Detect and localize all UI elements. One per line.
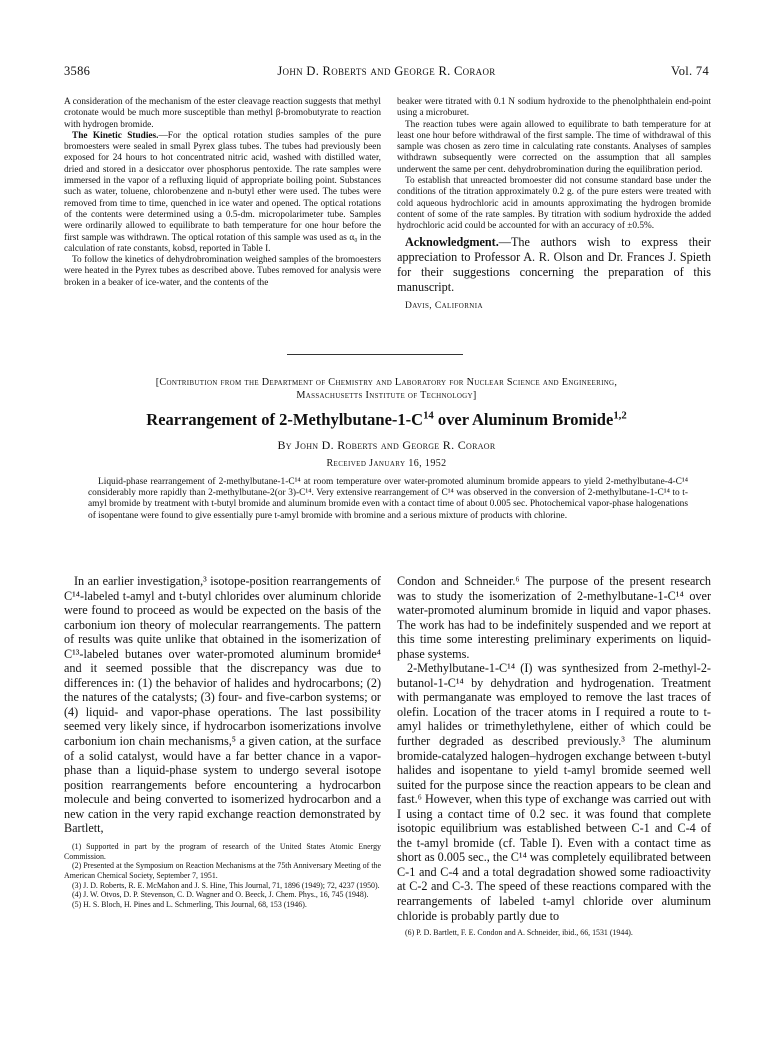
footnote: (3) J. D. Roberts, R. E. McMahon and J. S. Hine, This Journal, 71, 1896 (1949); 72, 4237 (1950). <box>72 880 380 890</box>
section-heading: The Kinetic Studies. <box>72 130 159 141</box>
abstract: Liquid-phase rearrangement of 2-methylbutane-1-C¹⁴ at room temperature over water-promoted aluminum bromide appears to yield 2-methylbutane-4-C¹⁴ considerably more rapidly than 2-methylbutane-2(or 3)-C¹⁴. Very extensive rearrangement of C¹⁴ was observed in the conversion of 2-methylbutane-1-C¹⁴ to t-amyl bromide by treatment with t-butyl bromide and aluminum bromide even with a contact time of about 0.005 sec. Photochemical vapor-phase halogenations of isopentane were found to give essentially pure t-amyl bromide with bromine and a serious mixture of products with chlorine. <box>88 477 688 521</box>
paragraph: The reaction tubes were again allowed to equilibrate to bath temperature for at least one hour before withdrawal of the first sample. The time of withdrawal of this sample was chosen as zero time in calculating rate constants. Analyses of samples withdrawn subsequently were corrected on the assumption that all samples underwent the same per cent. dehydrobromination during the equilibration period. <box>397 119 711 175</box>
acknowledgment-text: —The authors wish to express their appreciation to Professor A. R. Olson and Dr. Frances J. Spieth for their suggestions concerning the preparation of this manuscript. <box>397 234 711 295</box>
paragraph-text: —For the optical rotation studies samples of the pure bromoesters were sealed in small Pyrex glass tubes. The tubes had previously been exposed for 24 hours to hot concentrated nitric acid, washed with distilled water, dried and stored in a desiccator over phosphorus pentoxide. The rate samples were immersed in the vapor of a refluxing liquid of appropriate boiling point. Substances such as water, toluene, chlorobenzene and n-butyl ether were used. The tubes were removed from time to time, quenched in ice water and opened. The optical rotations of the contents were determined using a 0.5-dm. micropolarimeter tube. Samples were ordinarily allowed to equilibrate to bath temperature for one hour before the first sample was withdrawn. The optical rotation of this sample was used as α₀ in the calculation of rate constants, kobsd, reported in Table I. <box>64 130 381 254</box>
footnote: (2) Presented at the Symposium on Reaction Mechanisms at the 75th Anniversary Meeting of the American Chemical Society, September 7, 1951. <box>64 861 381 880</box>
acknowledgment-heading: Acknowledgment. <box>405 234 499 249</box>
kinetic-studies-paragraph <box>64 131 381 255</box>
previous-article-left-column <box>64 97 381 289</box>
body-right-column <box>397 574 711 938</box>
title-text: Rearrangement of 2-Methylbutane-1-C <box>146 410 424 429</box>
running-head-authors: John D. Roberts and George R. Coraor <box>277 64 496 78</box>
contribution-note <box>64 376 709 402</box>
contribution-line: Massachusetts Institute of Technology] <box>296 390 477 401</box>
author-location: Davis, California <box>405 301 483 312</box>
previous-article-end <box>64 97 709 331</box>
contribution-line: [Contribution from the Department of Chemistry and Laboratory for Nuclear Science and Engineering, <box>155 377 618 388</box>
footnotes <box>64 842 381 910</box>
article-divider <box>287 354 463 355</box>
title-text: over Aluminum Bromide <box>433 410 614 429</box>
title-footnote-marker: 1,2 <box>613 409 627 422</box>
body-left-column <box>64 574 381 910</box>
paragraph: To establish that unreacted bromoester did not consume standard base under the conditions of the titration approximately 0.2 g. of the pure esters were treated with cold aqueous hydrochloric acid in amounts approximating the hydrogen bromide content of some of the rate samples. By titration with sodium hydroxide the added hydrochloric acid could be accounted for with an accuracy of ±0.5%. <box>397 176 711 232</box>
footnote: (4) J. W. Otvos, D. P. Stevenson, C. D. Wagner and O. Beeck, J. Chem. Phys., 16, 745 (1948). <box>72 890 369 900</box>
paragraph: beaker were titrated with 0.1 N sodium hydroxide to the phenolphthalein end-point using a microburet. <box>397 97 711 119</box>
title-superscript: 14 <box>423 409 434 422</box>
footnote: (1) Supported in part by the program of research of the United States Atomic Energy Commission. <box>64 841 381 861</box>
footnote: (6) P. D. Bartlett, F. E. Condon and A. Schneider, ibid., 66, 1531 (1944). <box>405 928 633 938</box>
article-title <box>64 410 709 430</box>
page-number: 3586 <box>64 64 91 78</box>
paragraph: To follow the kinetics of dehydrobromination weighed samples of the bromoesters were heated in the Pyrex tubes as described above. Tubes removed for analysis were broken in a beaker of ice-water, and the contents of the <box>64 255 381 288</box>
running-head <box>64 64 709 82</box>
article-body <box>64 574 709 1014</box>
paragraph: In an earlier investigation,³ isotope-position rearrangements of C¹⁴-labeled t-amyl and t-butyl chlorides over aluminum chloride were found to proceed as would be expected on the basis of the carbonium ion theory of molecular rearrangements. The pattern of results was quite unlike that obtained in the isomerization of C¹³-labeled butanes over water-promoted aluminum bromide⁴ and it seemed possible that the discrepancy was due to differences in: (1) the behavior of halides and hydrocarbons; (2) the natures of the catalysts; (3) four- and five-carbon systems; or (4) liquid- and vapor-phase operations. The last possibility seemed very likely since, if hydrocarbon isomerizations involve carbonium ion chain mechanisms,⁵ a given cation, at the surface of a solid catalyst, would have a far better chance in a vapor-phase than a liquid-phase system to undergo several isotope position rearrangements before encountering a hydrocarbon molecule and being converted to isomerized hydrocarbon and a new cation in the very rapid exchange reaction demonstrated by Bartlett, <box>64 574 381 836</box>
paragraph: A consideration of the mechanism of the ester cleavage reaction suggests that methyl crotonate would be much more susceptible than methyl β-bromobutyrate to reaction with hydrogen bromide. <box>64 97 381 130</box>
received-date: Received January 16, 1952 <box>326 458 447 469</box>
footnotes <box>397 928 711 938</box>
footnote: (5) H. S. Bloch, H. Pines and L. Schmerling, This Journal, 68, 153 (1946). <box>72 900 307 910</box>
volume-label: Vol. 74 <box>671 64 709 78</box>
previous-article-right-column <box>397 97 711 311</box>
byline: By John D. Roberts and George R. Coraor <box>277 438 496 452</box>
paragraph: Condon and Schneider.⁶ The purpose of the present research was to study the isomerization of 2-methylbutane-1-C¹⁴ over water-promoted aluminum bromide in liquid and vapor phases. The work has had to be indefinitely suspended and we report at this time some interesting preliminary experiments on liquid-phase systems. <box>397 574 711 661</box>
acknowledgment-paragraph <box>397 235 711 296</box>
paragraph: 2-Methylbutane-1-C¹⁴ (I) was synthesized from 2-methyl-2-butanol-1-C¹⁴ by dehydration and hydrogenation. Treatment with permanganate was employed to remove the last traces of olefin. Location of the tracer atoms in I required a route to t-amyl halides or trimethylethylene, either of which could be further degraded as described previously.³ The aluminum bromide-catalyzed halogen–hydrogen exchange between t-butyl halides and isopentane to yield t-amyl bromide seemed well suited for the purpose since the reaction appears to be clean and fast.⁶ However, when this type of exchange was carried out with I using a contact time of 0.2 sec. it was found that complete isotopic equilibrium was established between C-1 and C-4 of the t-amyl bromide (cf. Table I). Even with a contact time as short as 0.005 sec., the C¹⁴ was completely equilibrated between C-1 and C-4 and a total degradation showed some radioactivity at C-2 and C-3. The speed of these reactions compared with the rearrangements of labeled t-amyl chloride over aluminum chloride is probably partly due to <box>397 661 711 923</box>
